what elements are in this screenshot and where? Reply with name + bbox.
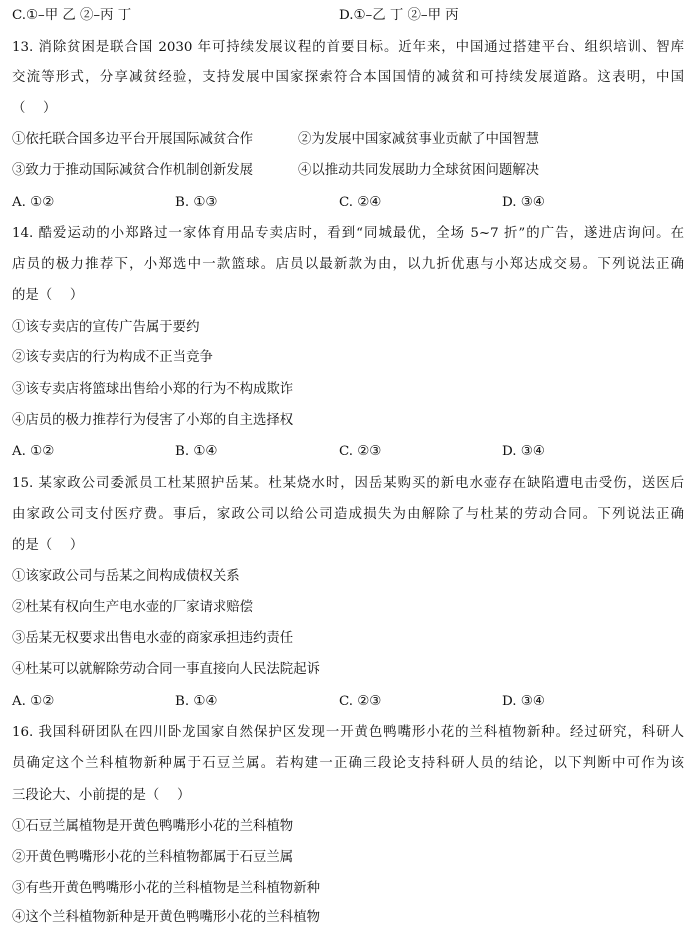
q15-option-b: B. ①④ — [175, 694, 218, 709]
q16-statement-3: ③有些开黄色鸭嘴形小花的兰科植物是兰科植物新种 — [12, 881, 320, 896]
q14-statement-1: ①该专卖店的宣传广告属于要约 — [12, 320, 200, 335]
q16-stem-line-3: 三段论大、小前提的是（ ） — [12, 788, 191, 803]
q14-stem-line-2: 店员的极力推荐下，小郑选中一款篮球。店员以最新款为由，以九折优惠与小郑达成交易。下列说法正确 — [12, 257, 684, 272]
q15-stem-line-3: 的是（ ） — [12, 538, 84, 553]
q13-stem-line-1: 13. 消除贫困是联合国 2030 年可持续发展议程的首要目标。近年来，中国通过搭建平台、组织培训、智库 — [12, 40, 684, 55]
q13-statement-2: ②为发展中国家减贫事业贡献了中国智慧 — [298, 132, 540, 147]
q12-option-d: D.①–乙 丁 ②–甲 丙 — [339, 8, 459, 23]
q14-option-c: C. ②③ — [339, 444, 382, 459]
q16-statement-1: ①石豆兰属植物是开黄色鸭嘴形小花的兰科植物 — [12, 819, 294, 834]
q13-stem-line-3: （ ） — [12, 101, 57, 116]
q13-stem-line-2: 交流等形式，分享减贫经验，支持发展中国家探索符合本国国情的减贫和可持续发展道路。这表明，中国 — [12, 70, 684, 85]
q15-stem-line-1: 15. 某家政公司委派员工杜某照护岳某。杜某烧水时，因岳某购买的新电水壶存在缺陷遭电击受伤，送医后 — [12, 476, 684, 491]
q15-statement-2: ②杜某有权向生产电水壶的厂家请求赔偿 — [12, 600, 254, 615]
q13-statements-row-1 — [12, 130, 684, 150]
q16-statement-2: ②开黄色鸭嘴形小花的兰科植物都属于石豆兰属 — [12, 850, 294, 865]
q15-option-d: D. ③④ — [502, 694, 545, 709]
q15-statement-1: ①该家政公司与岳某之间构成债权关系 — [12, 569, 240, 584]
q12-options — [12, 6, 684, 26]
q16-stem-line-1: 16. 我国科研团队在四川卧龙国家自然保护区发现一开黄色鸭嘴形小花的兰科植物新种。经过研究，科研人 — [12, 725, 684, 740]
q13-statement-4: ④以推动共同发展助力全球贫困问题解决 — [298, 163, 540, 178]
q14-statement-4: ④店员的极力推荐行为侵害了小郑的自主选择权 — [12, 413, 294, 428]
q13-option-b: B. ①③ — [175, 195, 218, 210]
q14-stem-line-3: 的是（ ） — [12, 288, 84, 303]
q15-option-a: A. ①② — [12, 694, 55, 709]
q14-option-a: A. ①② — [12, 444, 55, 459]
q14-option-d: D. ③④ — [502, 444, 545, 459]
q15-statement-3: ③岳某无权要求出售电水壶的商家承担违约责任 — [12, 631, 294, 646]
q13-option-d: D. ③④ — [502, 195, 545, 210]
q14-stem-line-1: 14. 酷爱运动的小郑路过一家体育用品专卖店时，看到“同城最优，全场 5~7 折”的广告，遂进店询问。在 — [12, 226, 684, 241]
q13-option-c: C. ②④ — [339, 195, 382, 210]
q16-stem-line-2: 员确定这个兰科植物新种属于石豆兰属。若构建一正确三段论支持科研人员的结论，以下判断中可作为该 — [12, 756, 684, 771]
q14-option-b: B. ①④ — [175, 444, 218, 459]
q13-option-a: A. ①② — [12, 195, 55, 210]
q13-statement-1: ①依托联合国多边平台开展国际减贫合作 — [12, 132, 254, 147]
q12-option-c: C.①–甲 乙 ②–丙 丁 — [12, 8, 132, 23]
q14-statement-3: ③该专卖店将篮球出售给小郑的行为不构成欺诈 — [12, 382, 294, 397]
q15-option-c: C. ②③ — [339, 694, 382, 709]
q13-options — [12, 193, 684, 213]
q15-stem-line-2: 由家政公司支付医疗费。事后，家政公司以给公司造成损失为由解除了与杜某的劳动合同。下列说法正确 — [12, 507, 684, 522]
q15-options — [12, 692, 684, 712]
q16-statement-4: ④这个兰科植物新种是开黄色鸭嘴形小花的兰科植物 — [12, 910, 320, 925]
q14-options — [12, 442, 684, 462]
q13-statement-3: ③致力于推动国际减贫合作机制创新发展 — [12, 163, 254, 178]
q14-statement-2: ②该专卖店的行为构成不正当竞争 — [12, 350, 213, 365]
q13-statements-row-2 — [12, 161, 684, 181]
q15-statement-4: ④杜某可以就解除劳动合同一事直接向人民法院起诉 — [12, 662, 320, 677]
